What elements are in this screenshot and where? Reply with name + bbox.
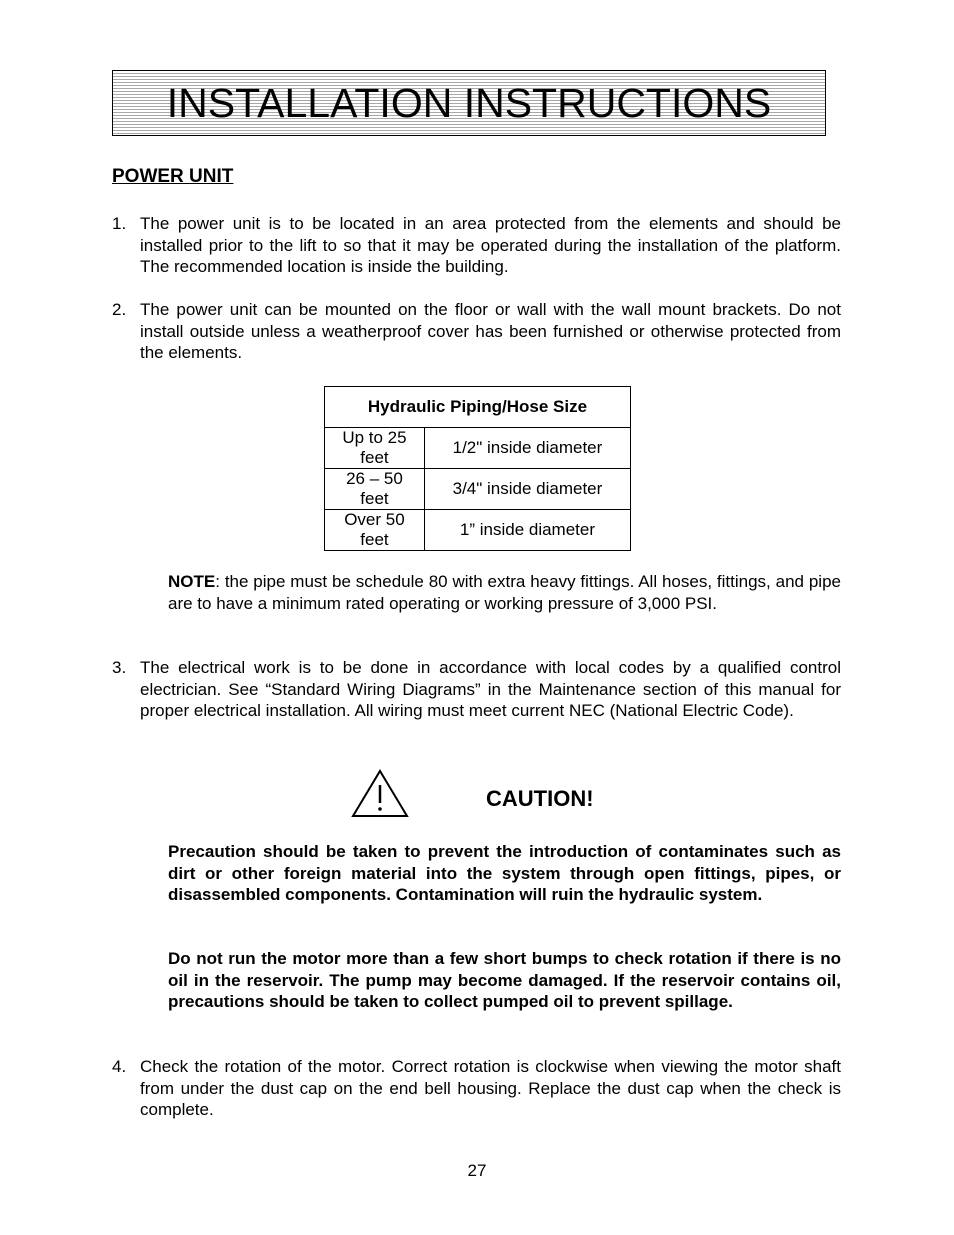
list-item [112,1056,841,1121]
note-paragraph [168,571,841,614]
caution-label: CAUTION! [486,786,594,811]
page-number: 27 [467,1161,487,1180]
section-heading: POWER UNIT [112,166,234,187]
item-text: The power unit is to be located in an area protected from the elements and should be installed prior to the lift to so that it may be operated during the installation of the platform. The recommended location is inside the building. [140,214,841,276]
list-item [112,299,841,364]
item-text: Check the rotation of the motor. Correct rotation is clockwise when viewing the motor shaft from under the dust cap on the end bell housing. Replace the dust cap when the check is complete. [140,1057,841,1119]
hose-size-table [324,386,631,551]
table-cell: 26 – 50 feet [325,469,425,510]
table-cell: 1” inside diameter [424,510,630,551]
table-row [325,428,631,469]
caution-paragraph: Precaution should be taken to prevent the introduction of contaminates such as dirt or other foreign material into the system through open fittings, pipes, or disassembled components. Contamination will ruin the hydraulic system. [168,842,841,904]
warning-triangle-icon [350,768,410,823]
table-cell: Over 50 feet [325,510,425,551]
title-banner [112,70,826,136]
note-label: NOTE [168,572,216,591]
caution-paragraph: Do not run the motor more than a few short bumps to check rotation if there is no oil in the reservoir. The pump may become damaged. If the reservoir contains oil, precautions should be taken to collect pumped oil to prevent spillage. [168,949,841,1011]
item-number: 1. [112,214,127,233]
page-title: INSTALLATION INSTRUCTIONS [166,79,772,126]
table-cell: 1/2" inside diameter [424,428,630,469]
note-text: : the pipe must be schedule 80 with extra heavy fittings. All hoses, fittings, and pipe are to have a minimum rated operating or working pressure of 3,000 PSI. [168,572,841,613]
item-number: 3. [112,658,127,677]
item-text: The power unit can be mounted on the floor or wall with the wall mount brackets. Do not install outside unless a weatherproof cover has been furnished or otherwise protected from the elements. [140,300,841,362]
item-text: The electrical work is to be done in accordance with local codes by a qualified control electrician. See “Standard Wiring Diagrams” in the Maintenance section of this manual for proper electrical installation. All wiring must meet current NEC (National Electric Code). [140,658,841,720]
table-row [325,510,631,551]
table-cell: Up to 25 feet [325,428,425,469]
item-number: 4. [112,1057,127,1076]
item-number: 2. [112,300,127,319]
table-cell: 3/4" inside diameter [424,469,630,510]
list-item [112,657,841,722]
table-row [325,469,631,510]
table-header: Hydraulic Piping/Hose Size [325,387,631,428]
list-item [112,213,841,278]
